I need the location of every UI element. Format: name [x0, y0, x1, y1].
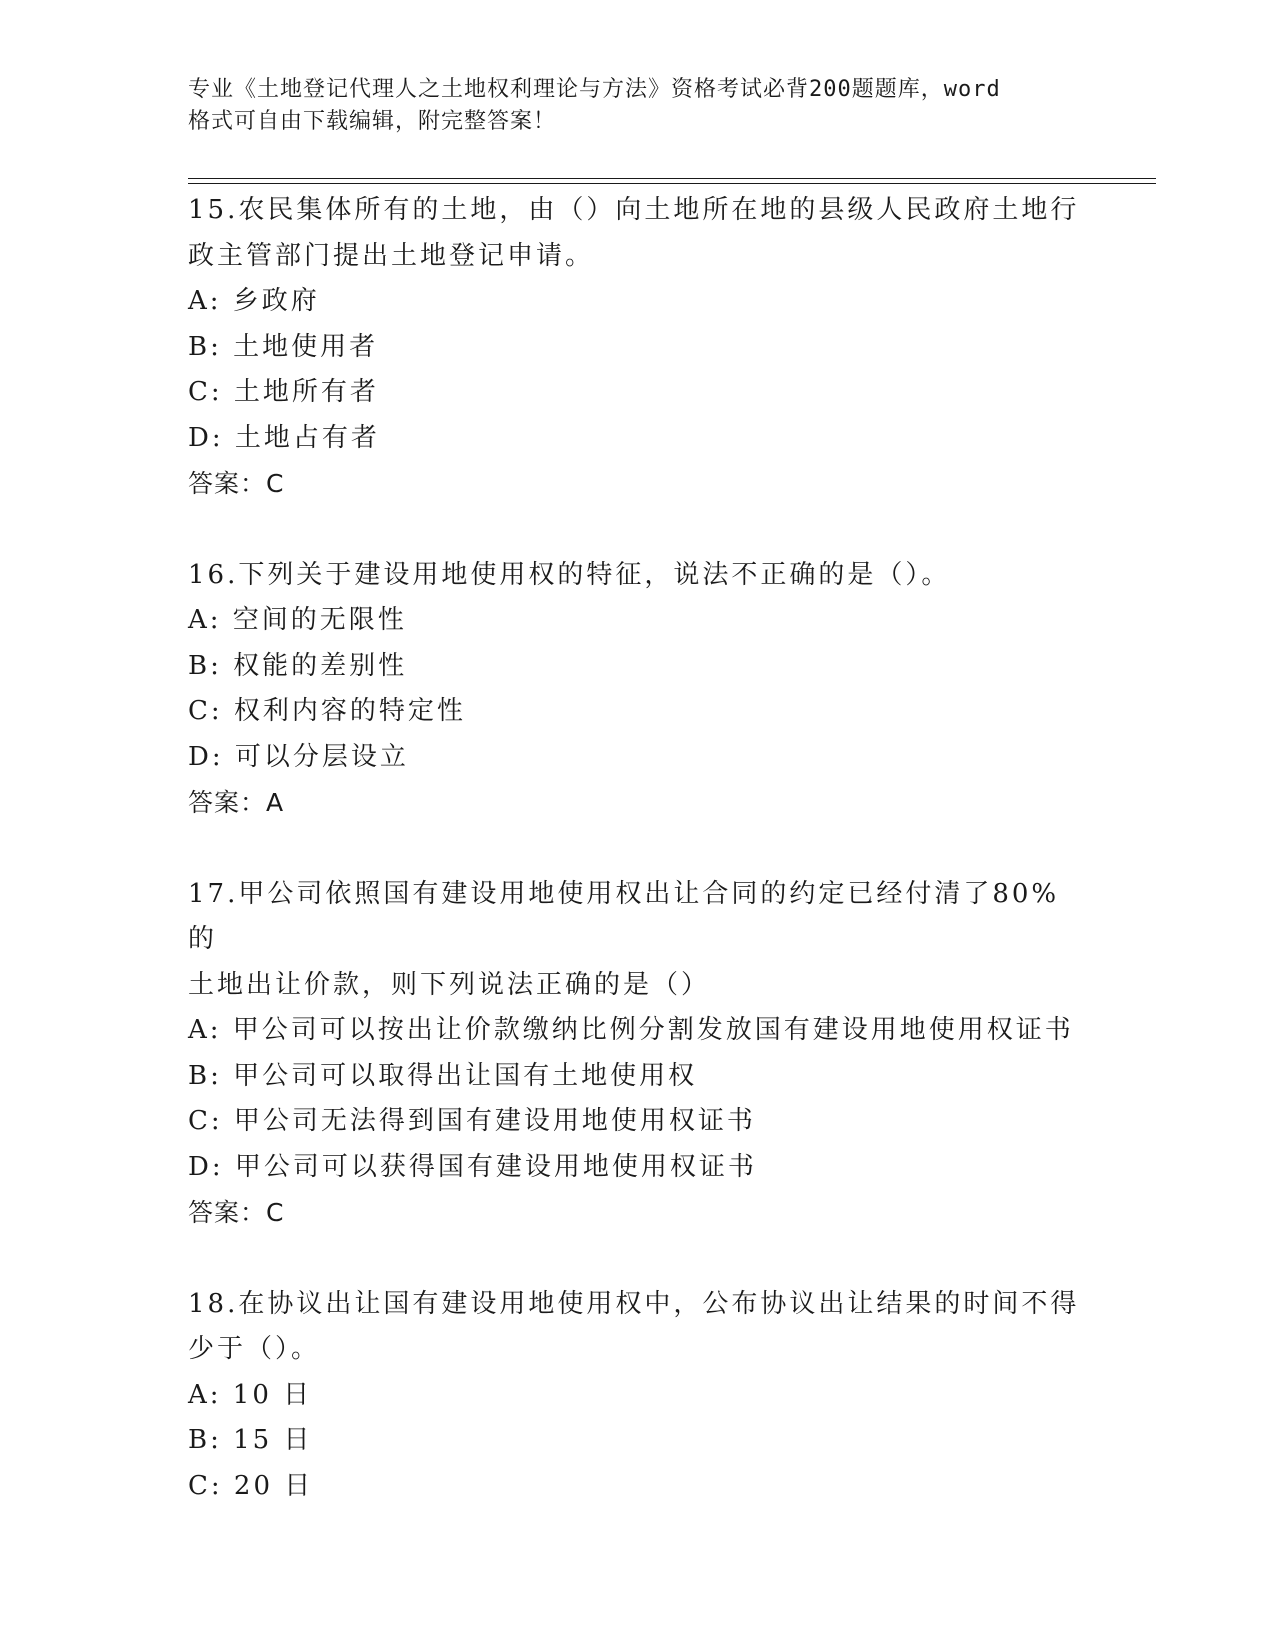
header-divider-bottom	[188, 183, 1156, 184]
option-b: B: 土地使用者	[188, 331, 379, 362]
header-divider-top	[188, 178, 1156, 179]
question-stem-line: 16.下列关于建设用地使用权的特征，说法不正确的是（）。	[188, 559, 951, 590]
option-c: C: 甲公司无法得到国有建设用地使用权证书	[188, 1106, 756, 1136]
option-b: B: 甲公司可以取得出让国有土地使用权	[188, 1060, 698, 1091]
question-stem-line: 18.在协议出让国有建设用地使用权中，公布协议出让结果的时间不得	[188, 1288, 1080, 1319]
question-stem-line: 15.农民集体所有的土地，由（）向土地所在地的县级人民政府土地行	[188, 195, 1080, 225]
option-a: A: 空间的无限性	[188, 605, 407, 635]
answer: 答案：C	[188, 1198, 285, 1227]
question-stem-line: 政主管部门提出土地登记申请。	[188, 240, 595, 271]
question-stem-line: 17.甲公司依照国有建设用地使用权出让合同的约定已经付清了80%的	[188, 878, 1060, 954]
option-c: C: 土地所有者	[188, 377, 379, 407]
option-d: D: 可以分层设立	[188, 741, 409, 772]
header-line-1: 专业《土地登记代理人之土地权利理论与方法》资格考试必背200题题库，word	[188, 77, 1001, 102]
answer: 答案：C	[188, 469, 285, 498]
question-18	[188, 1282, 1088, 1510]
option-a: A: 10 日	[188, 1379, 313, 1410]
header-line-2: 格式可自由下载编辑，附完整答案！	[188, 109, 557, 134]
question-list	[188, 188, 1088, 1509]
option-c: C: 权利内容的特定性	[188, 696, 466, 726]
option-b: B: 15 日	[188, 1425, 313, 1455]
question-stem-line: 土地出让价款，则下列说法正确的是（）	[188, 969, 711, 1000]
question-15	[188, 188, 1088, 507]
option-d: D: 甲公司可以获得国有建设用地使用权证书	[188, 1151, 757, 1182]
option-b: B: 权能的差别性	[188, 650, 408, 681]
option-a: A: 甲公司可以按出让价款缴纳比例分割发放国有建设用地使用权证书	[188, 1015, 1074, 1045]
question-stem-line: 少于（）。	[188, 1334, 321, 1364]
answer: 答案：A	[188, 788, 285, 817]
document-header	[188, 74, 1068, 138]
question-16	[188, 553, 1088, 826]
option-a: A: 乡政府	[188, 286, 320, 316]
option-d: D: 土地占有者	[188, 422, 380, 453]
option-c: C: 20 日	[188, 1470, 314, 1501]
question-17	[188, 872, 1088, 1236]
